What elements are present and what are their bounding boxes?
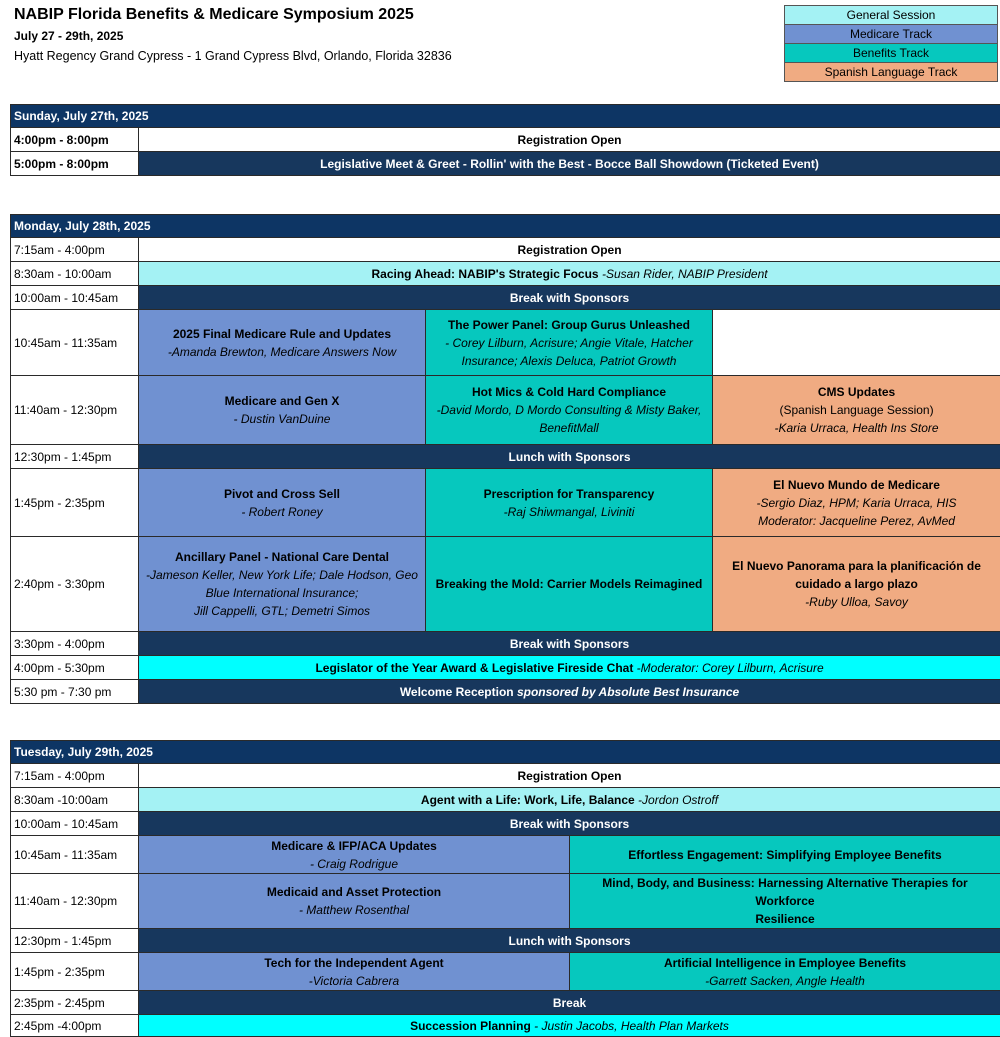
time-slot: 1:45pm - 2:35pm — [11, 469, 139, 537]
session-title: Medicaid and Asset Protection — [142, 883, 566, 901]
session-title: Effortless Engagement: Simplifying Employee Benefits — [573, 846, 997, 864]
session-speaker: -Jameson Keller, New York Life; Dale Hodson, Geo — [142, 566, 422, 584]
legislative-meet-greet: Legislative Meet & Greet - Rollin' with the Best - Bocce Ball Showdown (Ticketed Event) — [139, 152, 1000, 176]
session-title: cuidado a largo plazo — [716, 575, 997, 593]
session-title: Breaking the Mold: Carrier Models Reimagined — [429, 575, 709, 593]
track-legend — [784, 5, 998, 82]
session-speaker: BenefitMall — [429, 419, 709, 437]
general-session — [139, 1015, 1000, 1037]
session-title: Legislator of the Year Award & Legislative Fireside Chat — [315, 661, 633, 675]
benefits-session — [426, 376, 713, 445]
session-title: Ancillary Panel - National Care Dental — [142, 548, 422, 566]
medicare-session — [139, 537, 426, 632]
time-slot: 10:00am - 10:45am — [11, 812, 139, 836]
session-speaker: -Moderator: Corey Lilburn, Acrisure — [633, 661, 823, 675]
spanish-session — [713, 537, 1000, 632]
medicare-session — [139, 469, 426, 537]
session-title: Tech for the Independent Agent — [142, 954, 566, 972]
session-title: The Power Panel: Group Gurus Unleashed — [429, 316, 709, 334]
break-session: Break with Sponsors — [139, 632, 1000, 656]
session-speaker: -Jordon Ostroff — [635, 793, 718, 807]
day-title: Monday, July 28th, 2025 — [11, 215, 1000, 238]
time-slot: 10:00am - 10:45am — [11, 286, 139, 310]
session-sponsor: sponsored by Absolute Best Insurance — [517, 685, 739, 699]
registration-session: Registration Open — [139, 764, 1000, 788]
session-speaker: - Justin Jacobs, Health Plan Markets — [531, 1019, 729, 1033]
registration-session: Registration Open — [139, 238, 1000, 262]
session-title: Hot Mics & Cold Hard Compliance — [429, 383, 709, 401]
session-title: 2025 Final Medicare Rule and Updates — [142, 325, 422, 343]
benefits-session — [570, 953, 1000, 991]
time-slot: 2:35pm - 2:45pm — [11, 991, 139, 1015]
session-speaker: Insurance; Alexis Deluca, Patriot Growth — [429, 352, 709, 370]
benefits-session — [426, 537, 713, 632]
session-speaker: -Karia Urraca, Health Ins Store — [716, 419, 997, 437]
session-speaker: - Matthew Rosenthal — [142, 901, 566, 919]
legend-medicare-track: Medicare Track — [785, 25, 998, 44]
spanish-session — [713, 376, 1000, 445]
session-title: El Nuevo Mundo de Medicare — [716, 476, 997, 494]
empty-slot — [713, 310, 1000, 376]
session-title: CMS Updates — [716, 383, 997, 401]
time-slot: 5:30 pm - 7:30 pm — [11, 680, 139, 704]
legend-spanish-track: Spanish Language Track — [785, 63, 998, 82]
medicare-session — [139, 376, 426, 445]
time-slot: 2:45pm -4:00pm — [11, 1015, 139, 1037]
spanish-session — [713, 469, 1000, 537]
session-title: Medicare & IFP/ACA Updates — [142, 837, 566, 855]
time-slot: 4:00pm - 8:00pm — [11, 128, 139, 152]
session-title: Racing Ahead: NABIP's Strategic Focus — [371, 267, 598, 281]
session-title: Succession Planning — [410, 1019, 531, 1033]
session-speaker: -Amanda Brewton, Medicare Answers Now — [142, 343, 422, 361]
session-speaker: Moderator: Jacqueline Perez, AvMed — [716, 512, 997, 530]
session-speaker: -David Mordo, D Mordo Consulting & Misty Baker, — [429, 401, 709, 419]
event-dates: July 27 - 29th, 2025 — [14, 29, 123, 43]
session-speaker: - Robert Roney — [142, 503, 422, 521]
registration-session: Registration Open — [139, 128, 1000, 152]
time-slot: 4:00pm - 5:30pm — [11, 656, 139, 680]
welcome-reception — [139, 680, 1000, 704]
time-slot: 8:30am - 10:00am — [11, 262, 139, 286]
lunch-session: Lunch with Sponsors — [139, 445, 1000, 469]
session-title: Prescription for Transparency — [429, 485, 709, 503]
session-speaker: - Dustin VanDuine — [142, 410, 422, 428]
medicare-session — [139, 874, 570, 929]
time-slot: 12:30pm - 1:45pm — [11, 445, 139, 469]
break-session: Break — [139, 991, 1000, 1015]
event-title: NABIP Florida Benefits & Medicare Symposium 2025 — [14, 6, 414, 24]
session-speaker: -Ruby Ulloa, Savoy — [716, 593, 997, 611]
session-title: Resilience — [573, 910, 997, 928]
legend-benefits-track: Benefits Track — [785, 44, 998, 63]
session-speaker: - Craig Rodrigue — [142, 855, 566, 873]
time-slot: 10:45am - 11:35am — [11, 310, 139, 376]
time-slot: 11:40am - 12:30pm — [11, 874, 139, 929]
session-title: Medicare and Gen X — [142, 392, 422, 410]
day-title: Sunday, July 27th, 2025 — [11, 105, 1000, 128]
session-speaker: - Corey Lilburn, Acrisure; Angie Vitale, Hatcher — [429, 334, 709, 352]
event-venue: Hyatt Regency Grand Cypress - 1 Grand Cypress Blvd, Orlando, Florida 32836 — [14, 49, 452, 63]
session-title: Mind, Body, and Business: Harnessing Alternative Therapies for Workforce — [573, 874, 997, 910]
benefits-session — [570, 836, 1000, 874]
medicare-session — [139, 310, 426, 376]
tuesday-schedule — [10, 740, 1000, 1037]
time-slot: 8:30am -10:00am — [11, 788, 139, 812]
general-session — [139, 656, 1000, 680]
session-speaker: Jill Cappelli, GTL; Demetri Simos — [142, 602, 422, 620]
medicare-session — [139, 953, 570, 991]
break-session: Break with Sponsors — [139, 812, 1000, 836]
day-title: Tuesday, July 29th, 2025 — [11, 741, 1000, 764]
time-slot: 10:45am - 11:35am — [11, 836, 139, 874]
benefits-session — [570, 874, 1000, 929]
session-title: El Nuevo Panorama para la planificación de — [716, 557, 997, 575]
legend-general-session: General Session — [785, 6, 998, 25]
general-session — [139, 262, 1000, 286]
session-speaker: Blue International Insurance; — [142, 584, 422, 602]
monday-schedule — [10, 214, 1000, 704]
sunday-schedule — [10, 104, 1000, 176]
lunch-session: Lunch with Sponsors — [139, 929, 1000, 953]
time-slot: 11:40am - 12:30pm — [11, 376, 139, 445]
session-title: Pivot and Cross Sell — [142, 485, 422, 503]
time-slot: 1:45pm - 2:35pm — [11, 953, 139, 991]
session-subtitle: (Spanish Language Session) — [716, 401, 997, 419]
session-speaker: -Raj Shiwmangal, Liviniti — [429, 503, 709, 521]
time-slot: 12:30pm - 1:45pm — [11, 929, 139, 953]
benefits-session — [426, 469, 713, 537]
session-speaker: -Sergio Diaz, HPM; Karia Urraca, HIS — [716, 494, 997, 512]
general-session — [139, 788, 1000, 812]
session-speaker: -Susan Rider, NABIP President — [599, 267, 768, 281]
benefits-session — [426, 310, 713, 376]
medicare-session — [139, 836, 570, 874]
time-slot: 2:40pm - 3:30pm — [11, 537, 139, 632]
break-session: Break with Sponsors — [139, 286, 1000, 310]
time-slot: 5:00pm - 8:00pm — [11, 152, 139, 176]
session-title: Welcome Reception — [400, 685, 517, 699]
time-slot: 7:15am - 4:00pm — [11, 764, 139, 788]
session-speaker: -Garrett Sacken, Angle Health — [573, 972, 997, 990]
session-speaker: -Victoria Cabrera — [142, 972, 566, 990]
session-title: Agent with a Life: Work, Life, Balance — [421, 793, 635, 807]
time-slot: 7:15am - 4:00pm — [11, 238, 139, 262]
session-title: Artificial Intelligence in Employee Benefits — [573, 954, 997, 972]
time-slot: 3:30pm - 4:00pm — [11, 632, 139, 656]
